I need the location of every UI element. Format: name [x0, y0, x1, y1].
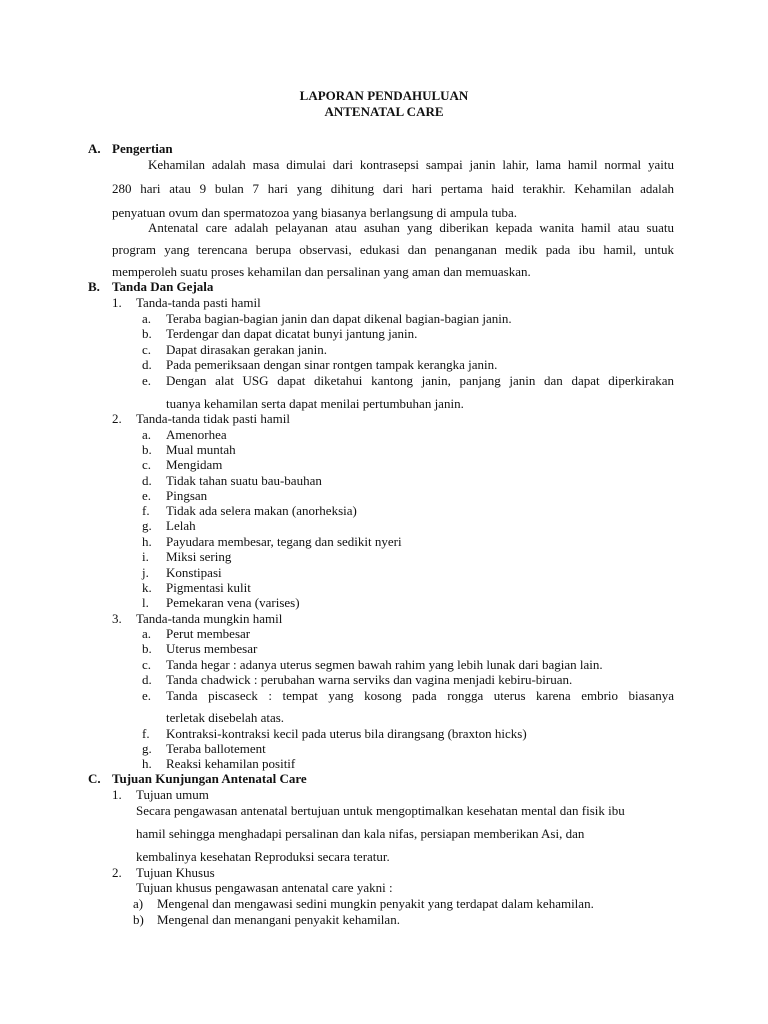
list-item: Pingsan: [166, 488, 208, 503]
list-item-marker: l.: [142, 595, 149, 610]
list-item: Tidak tahan suatu bau-bauhan: [166, 473, 322, 488]
list-item: Mengenal dan menangani penyakit kehamilan.: [157, 912, 400, 927]
list-item-marker: c.: [142, 457, 152, 472]
list-item-marker: c.: [142, 657, 152, 672]
list-item: Tidak ada selera makan (anorheksia): [166, 503, 357, 518]
section-a-heading: Pengertian: [112, 141, 173, 156]
list-title: Tanda-tanda tidak pasti hamil: [136, 411, 290, 426]
list-item: Mengenal dan mengawasi sedini mungkin penyakit yang terdapat dalam kehamilan.: [157, 896, 594, 911]
list-item-marker: f.: [142, 726, 150, 741]
page-subtitle: ANTENATAL CARE: [324, 104, 444, 119]
section-c-heading: Tujuan Kunjungan Antenatal Care: [112, 771, 307, 786]
list-item-marker: a.: [142, 427, 152, 442]
list-item-marker: k.: [142, 580, 152, 595]
list-item-marker: c.: [142, 342, 152, 357]
list-number: 1.: [112, 295, 122, 310]
paragraph-line: 280 hari atau 9 bulan 7 hari yang dihitung dari hari pertama haid terakhir. Kehamilan adalah: [112, 181, 674, 196]
section-c-marker: C.: [88, 771, 101, 786]
list-item-marker: g.: [142, 741, 152, 756]
list-item-marker: g.: [142, 518, 152, 533]
list-item-marker: h.: [142, 756, 152, 771]
list-item-marker: d.: [142, 473, 152, 488]
list-number: 3.: [112, 611, 122, 626]
list-item: Reaksi kehamilan positif: [166, 756, 296, 771]
list-title: Tujuan Khusus: [136, 865, 215, 880]
list-item: Teraba ballotement: [166, 741, 266, 756]
list-item-marker: a.: [142, 626, 152, 641]
paragraph-line: Secara pengawasan antenatal bertujuan untuk mengoptimalkan kesehatan mental dan fisik ibu: [136, 803, 625, 818]
list-item: Terdengar dan dapat dicatat bunyi jantung janin.: [166, 326, 418, 341]
list-item: Amenorhea: [166, 427, 227, 442]
list-number: 2.: [112, 865, 122, 880]
list-item-marker: e.: [142, 688, 152, 703]
list-number: 1.: [112, 787, 122, 802]
list-item: Mengidam: [166, 457, 223, 472]
list-item-marker: b): [133, 912, 144, 927]
list-item: Payudara membesar, tegang dan sedikit nyeri: [166, 534, 402, 549]
list-item-marker: b.: [142, 641, 152, 656]
list-item: Pada pemeriksaan dengan sinar rontgen tampak kerangka janin.: [166, 357, 498, 372]
paragraph-line: memperoleh suatu proses kehamilan dan persalinan yang aman dan memuaskan.: [112, 264, 531, 279]
list-title: Tujuan umum: [136, 787, 209, 802]
list-item-marker: e.: [142, 373, 152, 388]
list-item-marker: f.: [142, 503, 150, 518]
list-item: Tanda piscaseck : tempat yang kosong pada rongga uterus karena embrio biasanya: [166, 688, 674, 703]
list-item-marker: d.: [142, 672, 152, 687]
list-item-marker: j.: [142, 565, 149, 580]
list-item: Tanda chadwick : perubahan warna serviks dan vagina menjadi kebiru-biruan.: [166, 672, 573, 687]
paragraph-line: hamil sehingga menghadapi persalinan dan kala nifas, persiapan memberikan Asi, dan: [136, 826, 585, 841]
list-item: Mual muntah: [166, 442, 236, 457]
paragraph-line: Tujuan khusus pengawasan antenatal care yakni :: [136, 880, 393, 895]
list-item: Tanda hegar : adanya uterus segmen bawah rahim yang lebih lunak dari bagian lain.: [166, 657, 603, 672]
paragraph-line: program yang terencana berupa observasi, edukasi dan penanganan medik pada ibu hamil, untuk: [112, 242, 674, 257]
list-item-marker: a.: [142, 311, 152, 326]
page-title: LAPORAN PENDAHULUAN: [299, 88, 469, 103]
list-item: Lelah: [166, 518, 196, 533]
list-item: Uterus membesar: [166, 641, 258, 656]
list-item: Pigmentasi kulit: [166, 580, 251, 595]
list-item-marker: e.: [142, 488, 152, 503]
list-item: Teraba bagian-bagian janin dan dapat dikenal bagian-bagian janin.: [166, 311, 512, 326]
list-number: 2.: [112, 411, 122, 426]
section-a-marker: A.: [88, 141, 101, 156]
list-item: Pemekaran vena (varises): [166, 595, 300, 610]
list-item-marker: b.: [142, 442, 152, 457]
list-item-marker: i.: [142, 549, 149, 564]
list-item: Miksi sering: [166, 549, 232, 564]
paragraph-line: kembalinya kesehatan Reproduksi secara teratur.: [136, 849, 390, 864]
section-b-marker: B.: [88, 279, 100, 294]
list-item-continuation: tuanya kehamilan serta dapat menilai pertumbuhan janin.: [166, 396, 464, 411]
paragraph-line: penyatuan ovum dan spermatozoa yang biasanya berlangsung di ampula tuba.: [112, 205, 518, 220]
list-item-marker: a): [133, 896, 144, 911]
list-title: Tanda-tanda mungkin hamil: [136, 611, 283, 626]
list-item-marker: h.: [142, 534, 152, 549]
list-item: Dengan alat USG dapat diketahui kantong janin, panjang janin dan dapat diperkirakan: [166, 373, 674, 388]
list-item-marker: b.: [142, 326, 152, 341]
list-item-marker: d.: [142, 357, 152, 372]
list-item: Konstipasi: [166, 565, 222, 580]
list-item: Dapat dirasakan gerakan janin.: [166, 342, 327, 357]
section-b-heading: Tanda Dan Gejala: [112, 279, 214, 294]
list-title: Tanda-tanda pasti hamil: [136, 295, 261, 310]
list-item-continuation: terletak disebelah atas.: [166, 710, 285, 725]
paragraph-line: Antenatal care adalah pelayanan atau asuhan yang diberikan kepada wanita hamil atau suatu: [148, 220, 674, 235]
list-item: Kontraksi-kontraksi kecil pada uterus bila dirangsang (braxton hicks): [166, 726, 527, 741]
paragraph-line: Kehamilan adalah masa dimulai dari kontrasepsi sampai janin lahir, lama hamil normal yaitu: [148, 157, 674, 172]
list-item: Perut membesar: [166, 626, 251, 641]
